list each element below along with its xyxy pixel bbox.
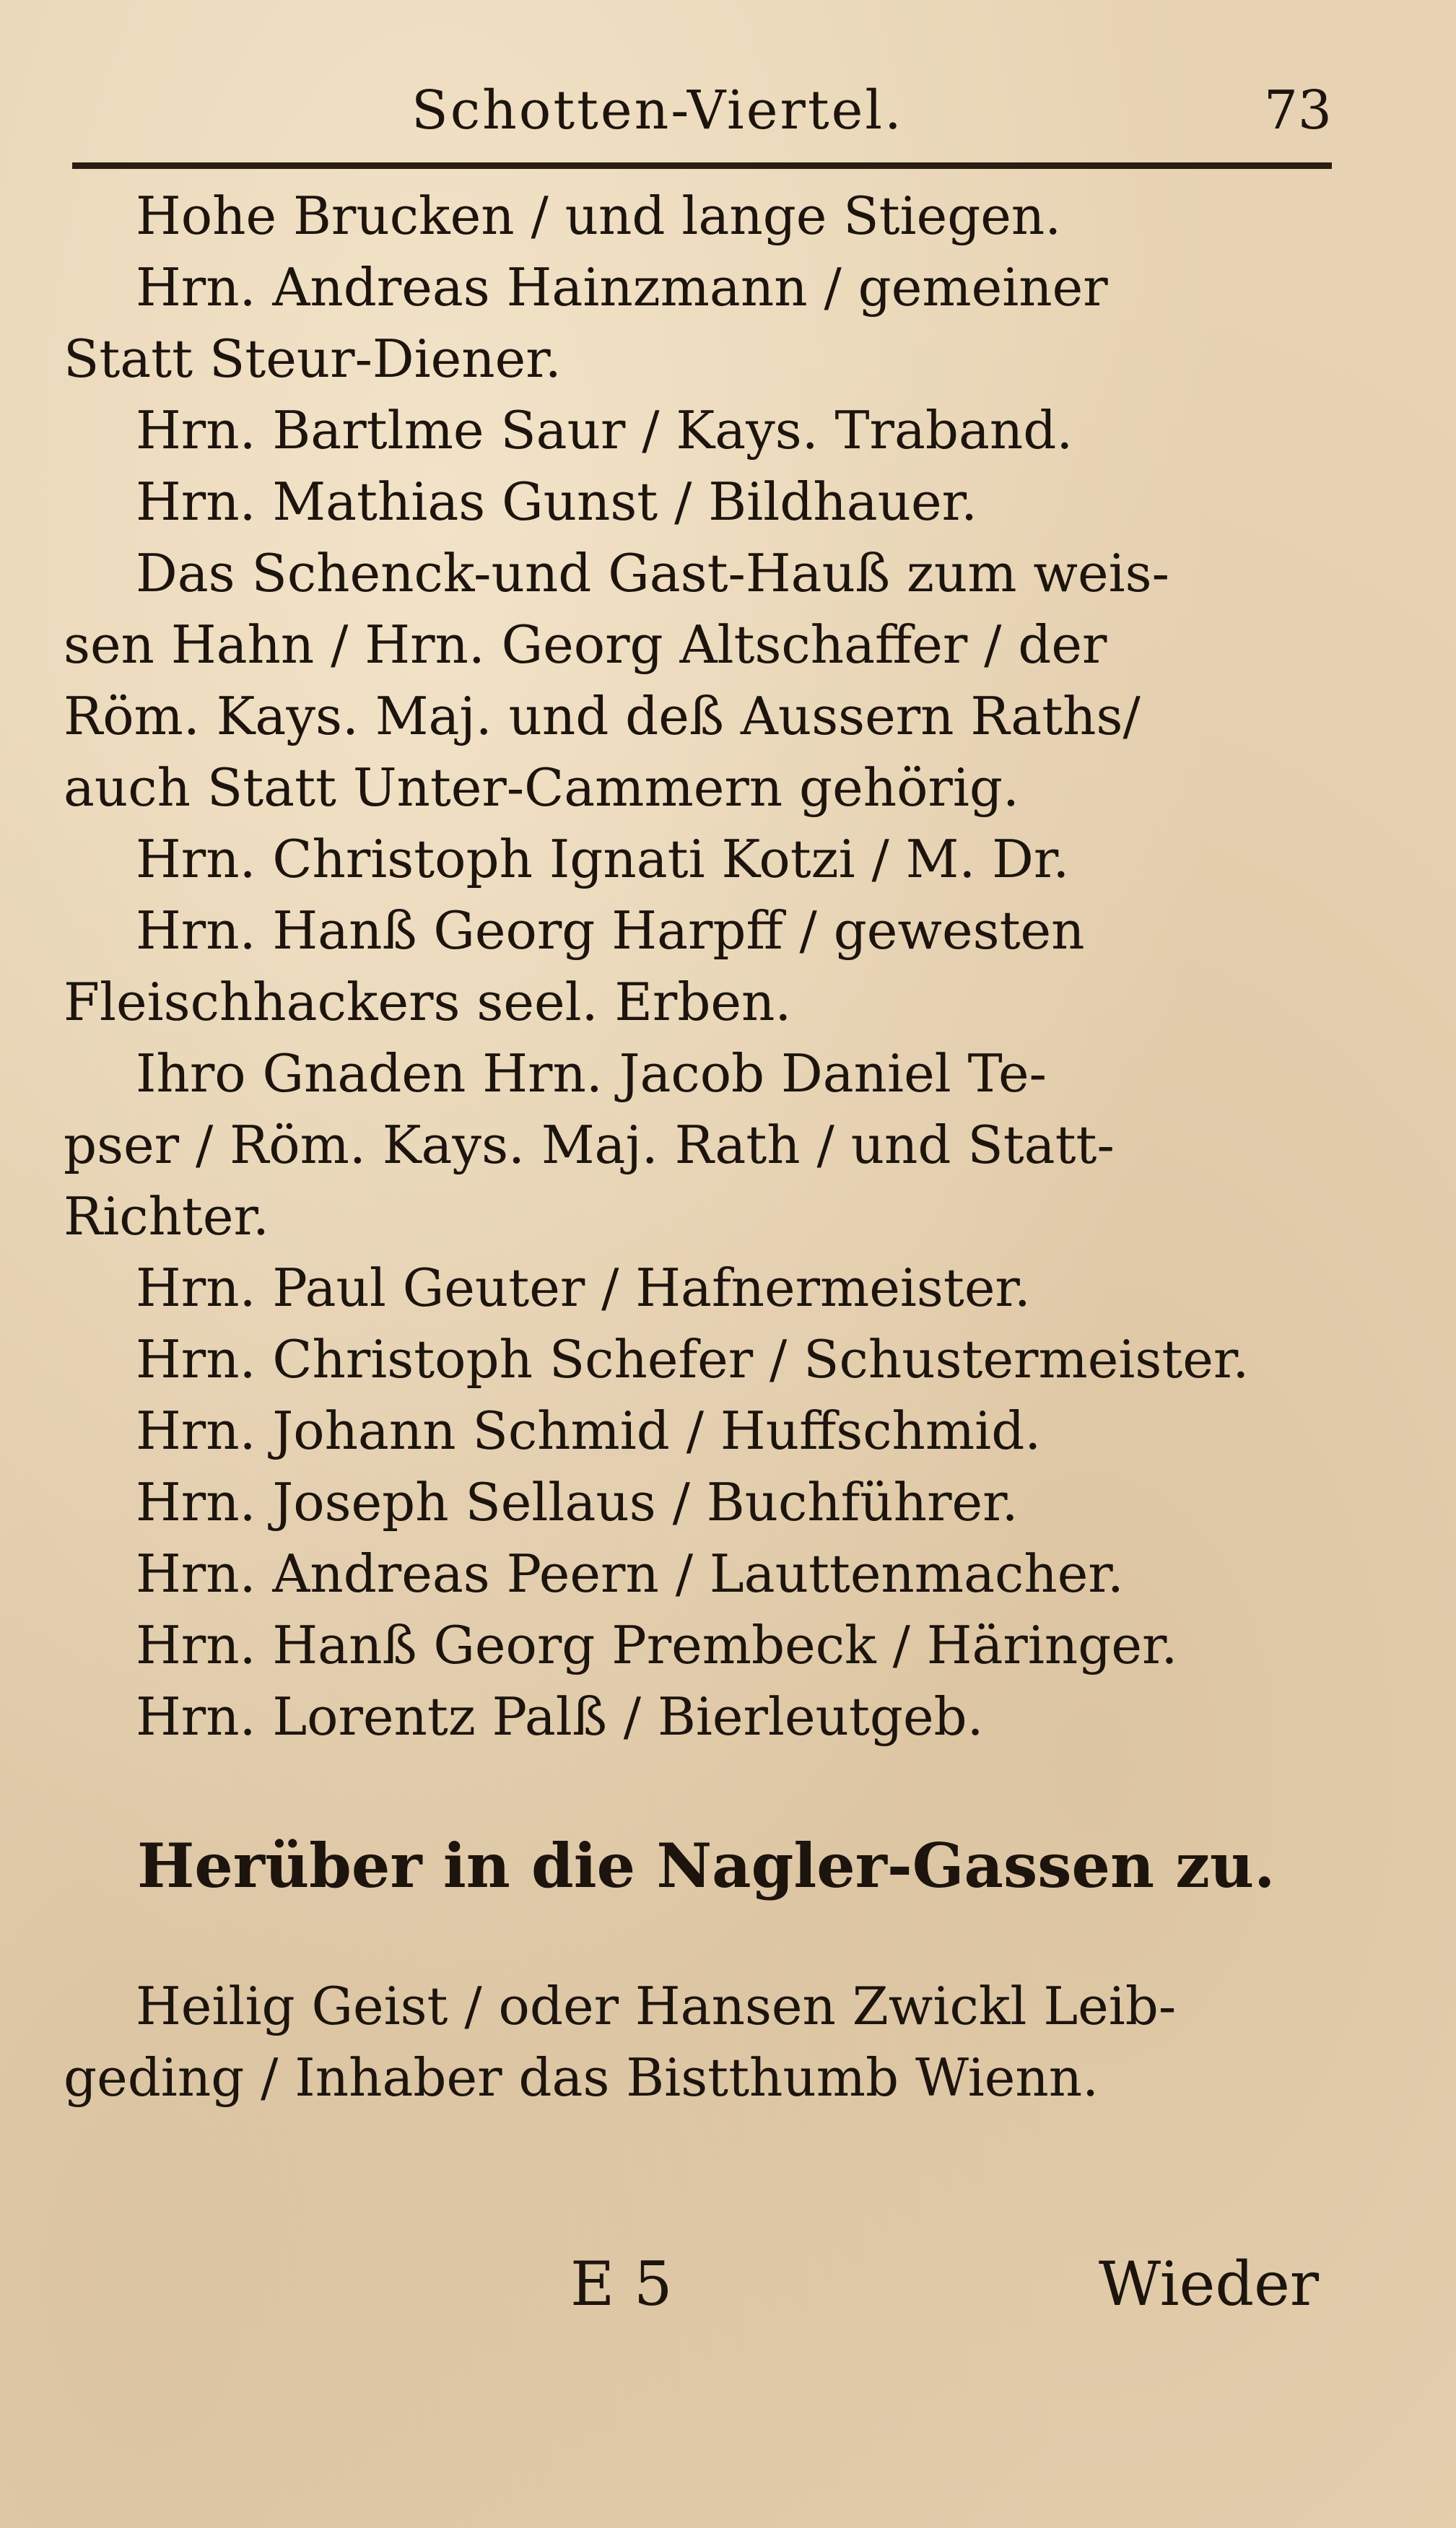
entry-line: Hrn. Christoph Schefer / Schustermeister. xyxy=(136,1329,1250,1390)
entry-line: pser / Röm. Kays. Maj. Rath / und Statt- xyxy=(64,1115,1115,1175)
entry-line: sen Hahn / Hrn. Georg Altschaffer / der xyxy=(64,614,1107,675)
entry-line: Statt Steur-Diener. xyxy=(64,328,562,389)
catchword: Wieder xyxy=(1098,2249,1319,2319)
entry-line: auch Statt Unter-Cammern gehörig. xyxy=(64,757,1019,818)
entry-line: Hrn. Andreas Peern / Lauttenmacher. xyxy=(136,1543,1124,1604)
entry-line: Röm. Kays. Maj. und deß Aussern Raths/ xyxy=(64,686,1141,746)
entry-line: Hrn. Mathias Gunst / Bildhauer. xyxy=(136,471,977,532)
entry-line: Hohe Brucken / und lange Stiegen. xyxy=(136,186,1062,246)
entry-line: Hrn. Johann Schmid / Huffschmid. xyxy=(136,1400,1042,1461)
running-title: Schotten-Viertel. xyxy=(411,79,904,141)
entry-line: Hrn. Christoph Ignati Kotzi / M. Dr. xyxy=(136,829,1070,889)
entry-line: Hrn. Bartlme Saur / Kays. Traband. xyxy=(136,400,1073,461)
entry-line: Heilig Geist / oder Hansen Zwickl Leib- xyxy=(136,1976,1177,2036)
entry-line: Fleischhackers seel. Erben. xyxy=(64,972,792,1032)
entry-line: Hrn. Lorentz Palß / Bierleutgeb. xyxy=(136,1686,984,1747)
entry-line: Ihro Gnaden Hrn. Jacob Daniel Te- xyxy=(136,1043,1047,1104)
entry-line: Hrn. Joseph Sellaus / Buchführer. xyxy=(136,1472,1019,1533)
section-entries xyxy=(64,1971,1334,2114)
signature-mark: E 5 xyxy=(570,2249,673,2319)
entry-list xyxy=(64,180,1334,1753)
entry-line: Das Schenck-und Gast-Hauß zum weis- xyxy=(136,543,1169,603)
entry-line: Richter. xyxy=(64,1186,269,1247)
entry-line: Hrn. Hanß Georg Harpff / gewesten xyxy=(136,900,1085,961)
entry-line: Hrn. Andreas Hainzmann / gemeiner xyxy=(136,257,1108,318)
running-header xyxy=(72,79,1332,159)
page-number: 73 xyxy=(1263,79,1332,141)
entry-line: Hrn. Paul Geuter / Hafnermeister. xyxy=(136,1258,1031,1318)
entry-line: geding / Inhaber das Bistthumb Wienn. xyxy=(64,2047,1099,2108)
entry-line: Hrn. Hanß Georg Prembeck / Häringer. xyxy=(136,1615,1178,1675)
header-rule xyxy=(72,162,1332,169)
section-heading: Herüber in die Nagler-Gassen zu. xyxy=(137,1830,1276,1901)
